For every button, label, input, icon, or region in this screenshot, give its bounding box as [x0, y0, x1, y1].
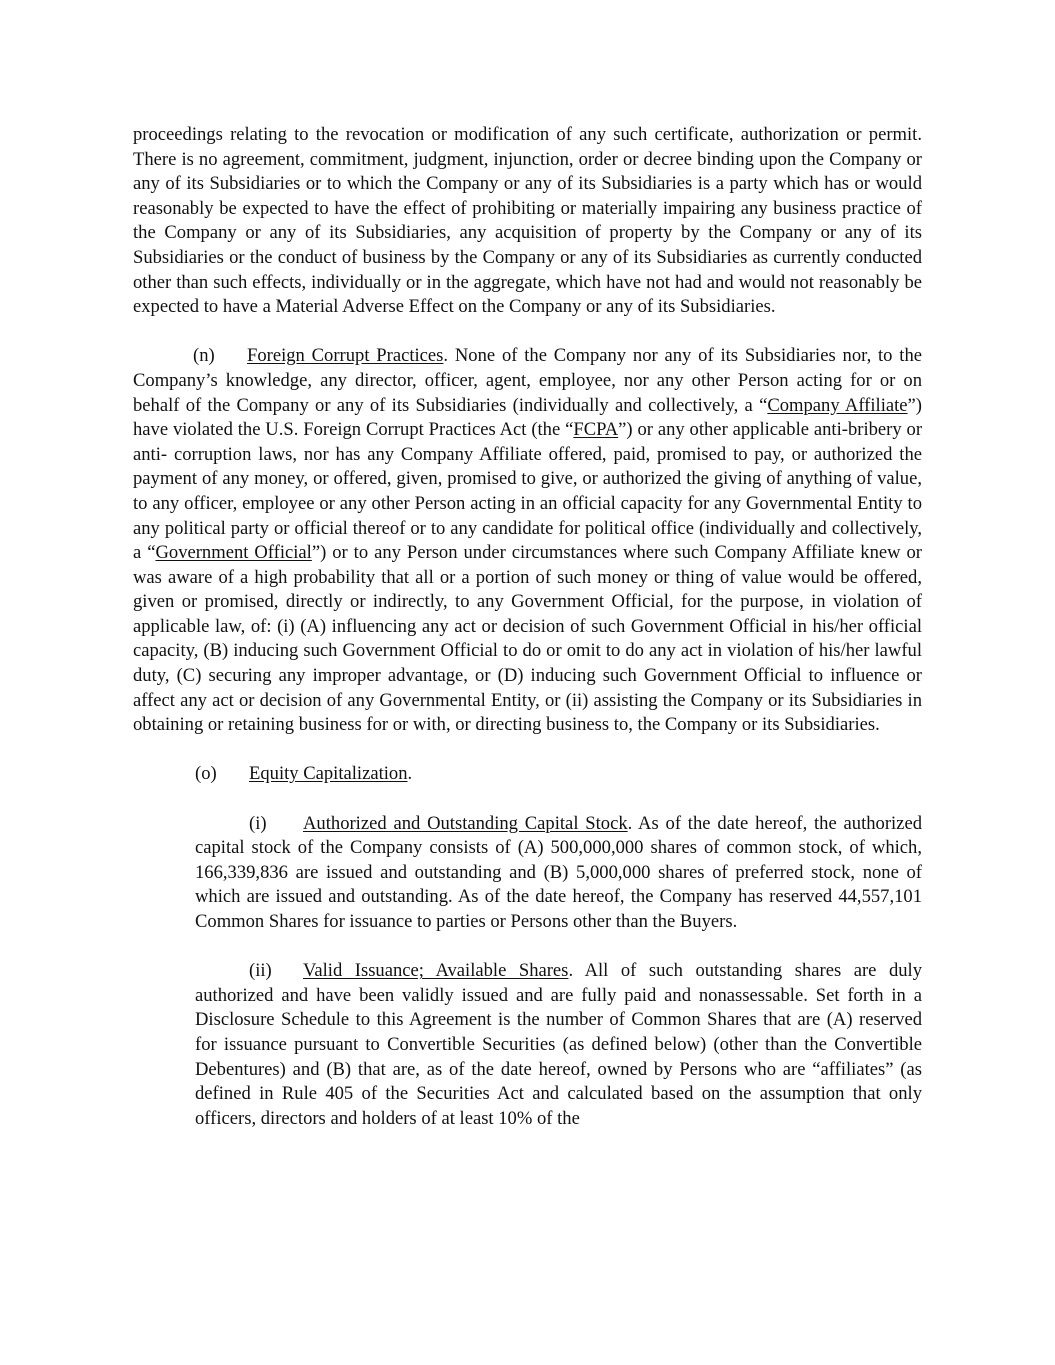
section-o-ii-marker: (ii)	[249, 960, 272, 982]
section-o-i-text: . As of the date hereof, the authorized capital stock of the Company consists of (A) 500,000,000 shares of common stock, of which, 166,339,836 are issued and outstanding and (B) 5,000,000 shares of preferred stock, none of which are issued and outstanding. As of the date hereof, the Company has reserved 44,557,101 Common Shares for issuance to parties or Persons other than the Buyers.	[195, 812, 922, 932]
defined-term-government-official: Government Official	[155, 542, 312, 564]
section-n-text-3: ”) or any other applicable anti-bribery or anti- corruption laws, nor has any Company Affiliate offered, paid, promised to pay, or authorized the payment of any money, or offered, given, promised to give, or authorized the giving of anything of value, to any officer, employee or any other Person acting in an official capacity for any Governmental Entity to any political party or official thereof or to any candidate for political office (individually and collectively, a “	[133, 419, 923, 564]
section-o-marker: (o)	[195, 763, 217, 785]
section-o-i-marker: (i)	[249, 812, 267, 834]
paragraph-m-continuation: proceedings relating to the revocation or modification of any such certificate, authorization or permit. There is no agreement, commitment, judgment, injunction, order or decree binding upon the Company or any of its Subsidiaries or to which the Company or any of its Subsidiaries is a party which has or would reasonably be expected to have the effect of prohibiting or materially impairing any business practice of the Company or any of its Subsidiaries, any acquisition of property by the Company or any of its Subsidiaries or the conduct of business by the Company or any of its Subsidiaries as currently conducted other than such effects, individually or in the aggregate, which have not had and would not reasonably be expected to have a Material Adverse Effect on the Company or any of its Subsidiaries.	[133, 124, 922, 318]
section-o-heading-line	[133, 762, 922, 787]
section-n-text-1: . None of the Company nor any of its Subsidiaries nor, to the Company’s knowledge, any director, officer, agent, employee, nor any other Person acting for or on behalf of the Company or any of its Subsidiaries (individually and collectively, a “	[133, 345, 923, 416]
section-o-i-heading: Authorized and Outstanding Capital Stock	[303, 812, 628, 834]
defined-term-company-affiliate: Company Affiliate	[767, 394, 908, 416]
defined-term-fcpa: FCPA	[573, 419, 619, 441]
section-o-ii-heading: Valid Issuance; Available Shares	[303, 960, 569, 982]
section-n-heading: Foreign Corrupt Practices	[247, 345, 444, 367]
section-o-i-paragraph	[195, 812, 922, 935]
section-o-ii-text: . All of such outstanding shares are duly authorized and have been validly issued and are fully paid and nonassessable. Set forth in a Disclosure Schedule to this Agreement is the number of Common Shares that are (A) reserved for issuance pursuant to Convertible Securities (as defined below) (other than the Convertible Debentures) and (B) that are, as of the date hereof, owned by Persons who are “affiliates” (as defined in Rule 405 of the Securities Act and calculated based on the assumption that only officers, directors and holders of at least 10% of the	[195, 960, 922, 1129]
section-o-heading: Equity Capitalization	[249, 763, 408, 785]
section-n-text-2: ”) have violated the U.S. Foreign Corrupt Practices Act (the “	[133, 394, 922, 441]
section-o-period: .	[407, 763, 413, 785]
document-body	[133, 123, 922, 1131]
section-o-ii-paragraph	[195, 959, 922, 1131]
section-n-text-4: ”) or to any Person under circumstances where such Company Affiliate knew or was aware of a high probability that all or a portion of such money or thing of value would be offered, given or promised, directly or indirectly, to any Government Official, for the purpose, in violation of applicable law, of: (i) (A) influencing any act or decision of such Government Official in his/her official capacity, (B) inducing such Government Official to do or omit to do any act in violation of his/her lawful duty, (C) securing any improper advantage, or (D) inducing such Government Official to influence or affect any act or decision of any Governmental Entity, or (ii) assisting the Company or its Subsidiaries in obtaining or retaining business for or with, or directing business to, the Company or its Subsidiaries.	[133, 542, 922, 736]
section-n-marker: (n)	[193, 345, 215, 367]
section-n-paragraph	[133, 344, 922, 738]
